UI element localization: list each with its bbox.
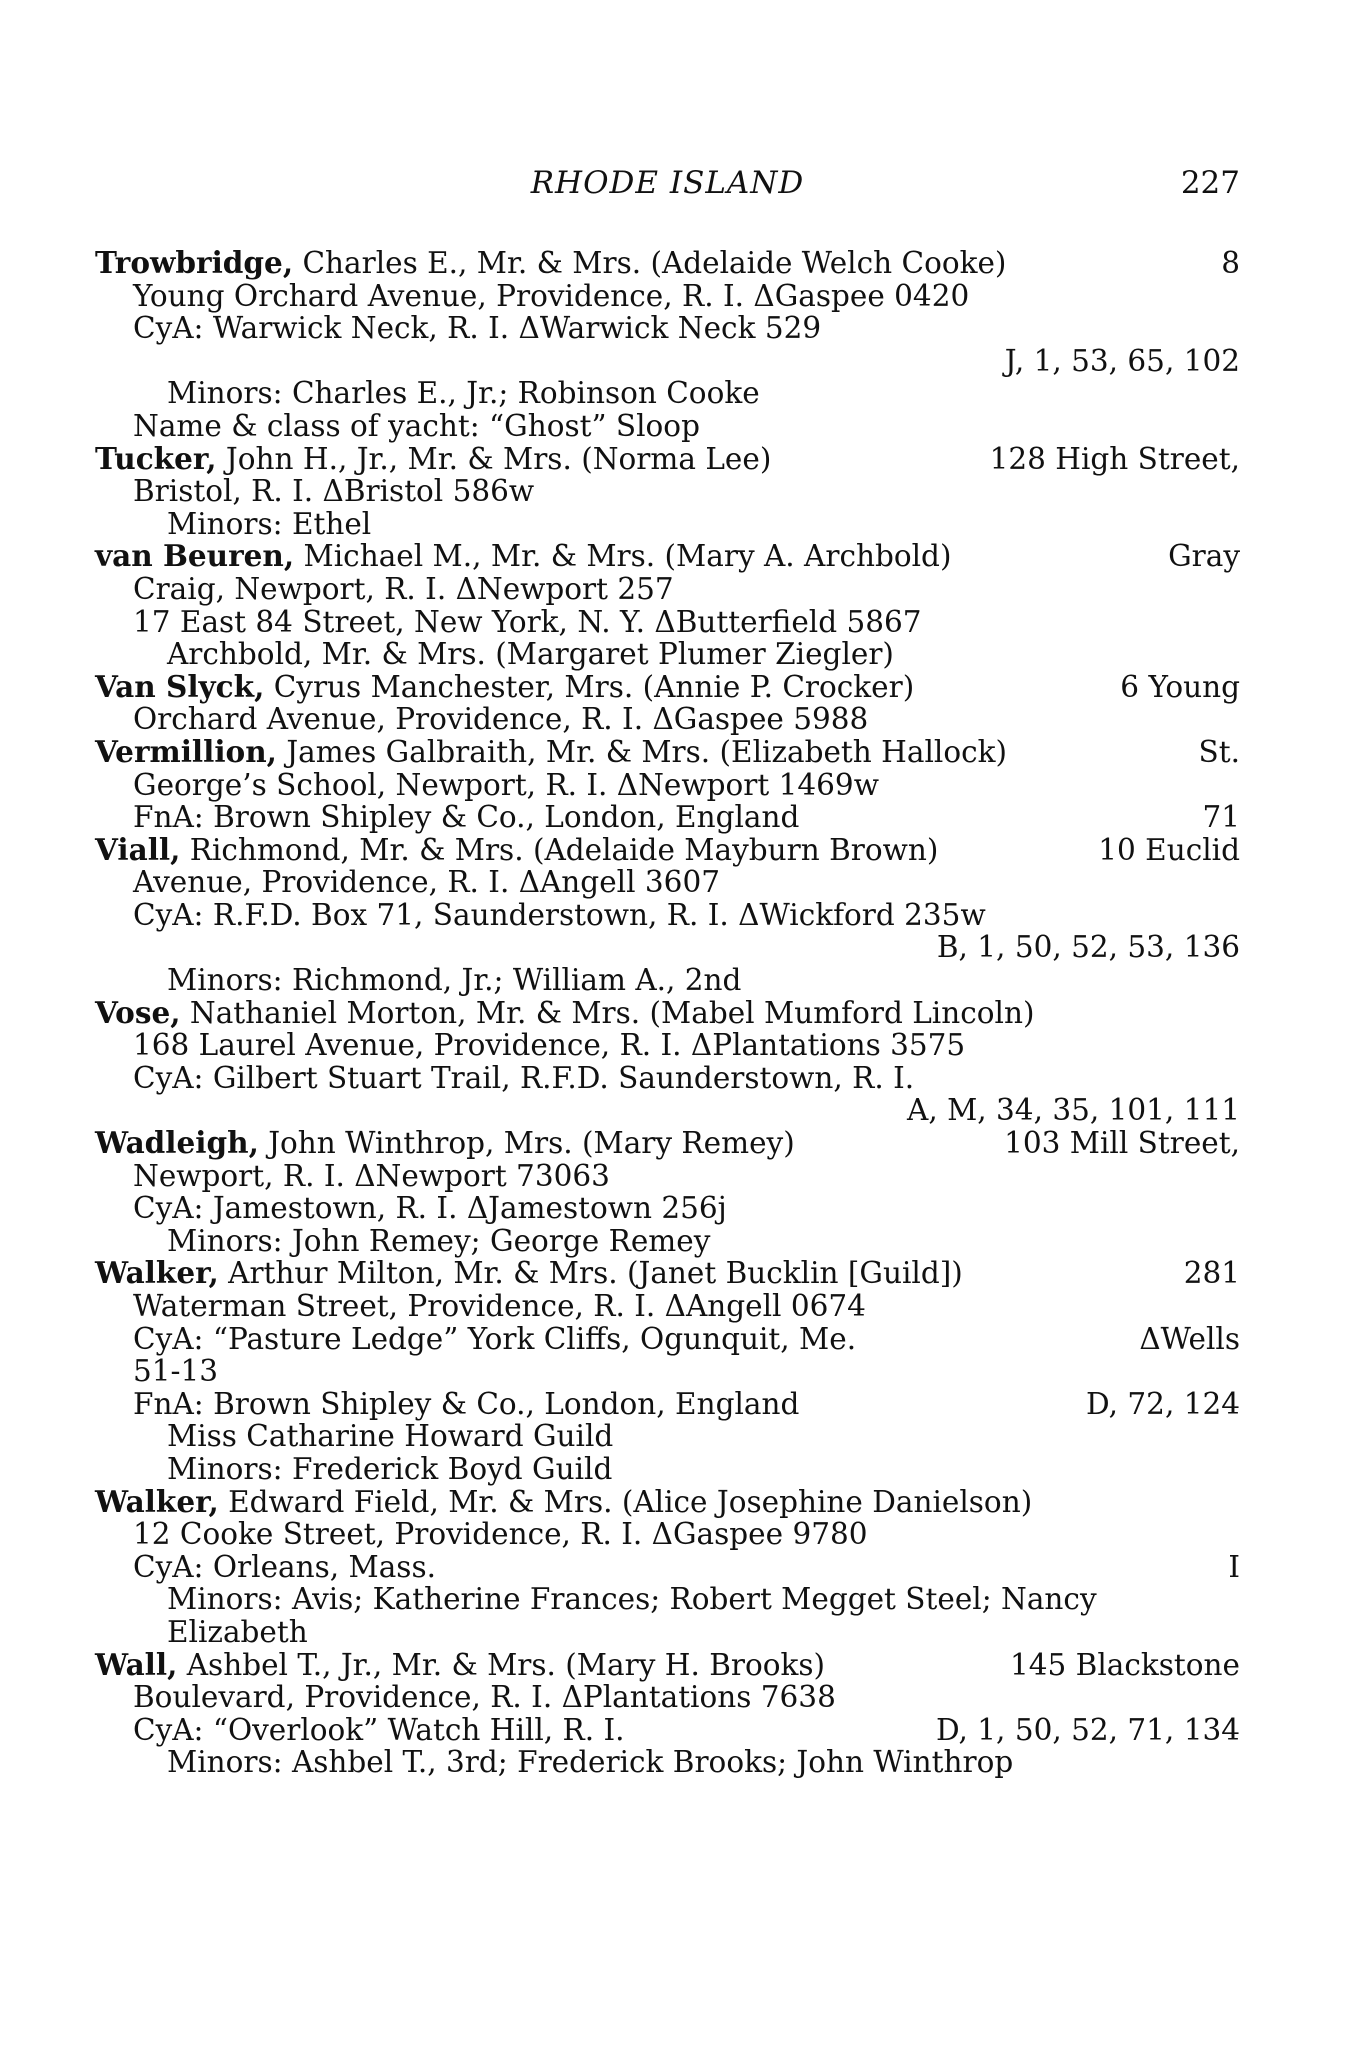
entry-line	[95, 1518, 1240, 1551]
entry-text: Minors: Charles E., Jr.; Robinson Cooke	[167, 376, 760, 411]
entry-text: CyA: “Overlook” Watch Hill, R. I.	[133, 1712, 625, 1747]
page-number: 227	[1180, 165, 1240, 201]
entry-text: Orchard Avenue, Providence, R. I. ΔGaspee 5988	[133, 702, 869, 737]
directory-entry	[95, 247, 1240, 443]
directory-entries	[95, 247, 1240, 1779]
entry-surname: Walker,	[95, 1255, 219, 1291]
entry-text: CyA: Gilbert Stuart Trail, R.F.D. Saunderstown, R. I.	[133, 1060, 915, 1095]
entry-text: 17 East 84 Street, New York, N. Y. ΔButterfield 5867	[133, 604, 922, 639]
entry-text: Michael M., Mr. & Mrs. (Mary A. Archbold)	[294, 539, 952, 574]
directory-entry	[95, 1257, 1240, 1485]
entry-line	[95, 1388, 1240, 1421]
directory-entry	[95, 831, 1240, 998]
entry-right-text: D, 72, 124	[1086, 1386, 1240, 1421]
entry-text: FnA: Brown Shipley & Co., London, England	[133, 1386, 800, 1421]
entry-text: Craig, Newport, R. I. ΔNewport 257	[133, 571, 674, 606]
entry-text: John Winthrop, Mrs. (Mary Remey)	[258, 1126, 795, 1161]
entry-line	[95, 1127, 1240, 1160]
entry-text: Young Orchard Avenue, Providence, R. I. ΔGaspee 0420	[133, 278, 970, 313]
entry-surname: van Beuren,	[95, 538, 295, 574]
entry-surname: Vose,	[95, 994, 181, 1030]
entry-line	[95, 899, 1240, 932]
entry-line	[95, 1746, 1240, 1779]
entry-text: Avenue, Providence, R. I. ΔAngell 3607	[133, 865, 720, 900]
entry-right-text: ΔWells	[1139, 1321, 1240, 1356]
entry-line	[95, 1257, 1240, 1290]
entry-text: Nathaniel Morton, Mr. & Mrs. (Mabel Mumford Lincoln)	[180, 995, 1035, 1030]
directory-entry	[95, 440, 1240, 541]
entry-right-text: 145 Blackstone	[1010, 1647, 1240, 1682]
entry-line	[95, 1616, 1240, 1649]
entry-line	[95, 1551, 1240, 1584]
entry-line	[95, 703, 1240, 736]
entry-text: CyA: R.F.D. Box 71, Saunderstown, R. I. ΔWickford 235w	[133, 897, 986, 932]
entry-right-text: B, 1, 50, 52, 53, 136	[936, 930, 1240, 965]
entry-line	[95, 1453, 1240, 1486]
directory-entry	[95, 1646, 1240, 1780]
entry-line	[95, 280, 1240, 313]
entry-line	[95, 1094, 1240, 1127]
entry-text: Miss Catharine Howard Guild	[167, 1419, 614, 1454]
running-head	[95, 165, 1240, 209]
entry-surname: Tucker,	[95, 440, 217, 476]
entry-text: Ashbel T., Jr., Mr. & Mrs. (Mary H. Brooks)	[177, 1647, 826, 1682]
entry-text: CyA: Jamestown, R. I. ΔJamestown 256j	[133, 1191, 727, 1226]
entry-text: John H., Jr., Mr. & Mrs. (Norma Lee)	[216, 441, 772, 476]
entry-text: Edward Field, Mr. & Mrs. (Alice Josephine Danielson)	[218, 1484, 1033, 1519]
entry-line	[95, 475, 1240, 508]
entry-line	[95, 1355, 1240, 1388]
entry-text: Charles E., Mr. & Mrs. (Adelaide Welch Cooke)	[293, 246, 1007, 280]
entry-line	[95, 377, 1240, 410]
entry-text: CyA: Warwick Neck, R. I. ΔWarwick Neck 529	[133, 311, 822, 346]
entry-line	[95, 831, 1240, 867]
entry-text: CyA: Orleans, Mass.	[133, 1549, 436, 1584]
entry-line	[95, 1225, 1240, 1258]
entry-line	[95, 1290, 1240, 1323]
entry-surname: Viall,	[95, 831, 181, 867]
running-title: RHODE ISLAND	[530, 165, 805, 201]
entry-line	[95, 1583, 1240, 1616]
entry-line	[95, 733, 1240, 769]
entry-text: 12 Cooke Street, Providence, R. I. ΔGaspee 9780	[133, 1517, 868, 1552]
entry-line	[95, 1160, 1240, 1193]
entry-text: Minors: John Remey; George Remey	[167, 1223, 711, 1258]
entry-right-text: St.	[1198, 734, 1240, 769]
entry-right-text: Gray	[1168, 539, 1240, 574]
entry-right-text: I	[1228, 1549, 1240, 1584]
entry-text: Minors: Richmond, Jr.; William A., 2nd	[167, 963, 742, 998]
entry-text: Minors: Avis; Katherine Frances; Robert Megget Steel; Nancy	[167, 1582, 1097, 1617]
entry-right-text: D, 1, 50, 52, 71, 134	[935, 1712, 1240, 1747]
entry-line	[95, 1646, 1240, 1682]
entry-right-text: 281	[1183, 1256, 1240, 1291]
entry-text: Minors: Ashbel T., 3rd; Frederick Brooks; John Winthrop	[167, 1745, 1014, 1780]
entry-text: Richmond, Mr. & Mrs. (Adelaide Mayburn Brown)	[180, 832, 939, 867]
entry-line	[95, 345, 1240, 378]
entry-line	[95, 1420, 1240, 1453]
entry-text: Cyrus Manchester, Mrs. (Annie P. Crocker)	[264, 669, 915, 704]
directory-entry	[95, 733, 1240, 835]
entry-line	[95, 1483, 1240, 1519]
entry-text: 168 Laurel Avenue, Providence, R. I. ΔPlantations 3575	[133, 1028, 966, 1063]
entry-line	[95, 606, 1240, 639]
entry-line	[95, 508, 1240, 541]
entry-text: Elizabeth	[167, 1614, 308, 1649]
entry-text: Minors: Frederick Boyd Guild	[167, 1451, 613, 1486]
entry-text: 51-13	[133, 1354, 219, 1389]
directory-entry	[95, 540, 1240, 670]
entry-text: Name & class of yacht: “Ghost” Sloop	[133, 408, 700, 443]
entry-text: Newport, R. I. ΔNewport 73063	[133, 1158, 610, 1193]
directory-entry	[95, 1127, 1240, 1257]
entry-line	[95, 247, 1240, 280]
directory-entry	[95, 668, 1240, 737]
entry-line	[95, 769, 1240, 802]
entry-surname: Wadleigh,	[95, 1125, 259, 1161]
entry-surname: Trowbridge,	[95, 245, 294, 280]
entry-text: Arthur Milton, Mr. & Mrs. (Janet Bucklin [Guild])	[218, 1256, 963, 1291]
entry-line	[95, 1029, 1240, 1062]
entry-line	[95, 1681, 1240, 1714]
entry-surname: Vermillion,	[95, 733, 277, 769]
entry-text: Archbold, Mr. & Mrs. (Margaret Plumer Ziegler)	[167, 637, 894, 672]
entry-line	[95, 1323, 1240, 1356]
directory-entry	[95, 994, 1240, 1128]
entry-line	[95, 573, 1240, 606]
entry-text: CyA: “Pasture Ledge” York Cliffs, Ogunquit, Me.	[133, 1321, 857, 1356]
entry-right-text: J, 1, 53, 65, 102	[1004, 343, 1240, 378]
entry-text: Bristol, R. I. ΔBristol 586w	[133, 474, 535, 509]
entry-line	[95, 801, 1240, 834]
entry-text: Boulevard, Providence, R. I. ΔPlantations 7638	[133, 1680, 836, 1715]
entry-line	[95, 931, 1240, 964]
entry-text: FnA: Brown Shipley & Co., London, England	[133, 800, 800, 835]
entry-right-text: 6 Young	[1120, 669, 1240, 704]
entry-right-text: 8	[1221, 246, 1240, 280]
entry-line	[95, 994, 1240, 1030]
entry-line	[95, 1062, 1240, 1095]
entry-right-text: 10 Euclid	[1098, 832, 1240, 867]
entry-text: Minors: Ethel	[167, 506, 372, 541]
entry-surname: Wall,	[95, 1646, 178, 1682]
entry-right-text: 71	[1202, 800, 1240, 835]
directory-entry	[95, 1483, 1240, 1649]
entry-line	[95, 1192, 1240, 1225]
entry-line	[95, 964, 1240, 997]
entry-right-text: 103 Mill Street,	[1004, 1126, 1240, 1161]
entry-surname: Walker,	[95, 1483, 219, 1519]
entry-text: Waterman Street, Providence, R. I. ΔAngell 0674	[133, 1289, 866, 1323]
entry-line	[95, 1714, 1240, 1747]
entry-line	[95, 312, 1240, 345]
entry-right-text: A, M, 34, 35, 101, 111	[907, 1093, 1240, 1128]
entry-line	[95, 540, 1240, 573]
entry-line	[95, 668, 1240, 704]
entry-right-text: 128 High Street,	[989, 441, 1240, 476]
entry-surname: Van Slyck,	[95, 668, 265, 704]
entry-text: James Galbraith, Mr. & Mrs. (Elizabeth Hallock)	[276, 734, 1008, 769]
entry-line	[95, 410, 1240, 443]
entry-line	[95, 638, 1240, 671]
entry-line	[95, 440, 1240, 476]
entry-line	[95, 866, 1240, 899]
entry-text: George’s School, Newport, R. I. ΔNewport 1469w	[133, 767, 879, 802]
